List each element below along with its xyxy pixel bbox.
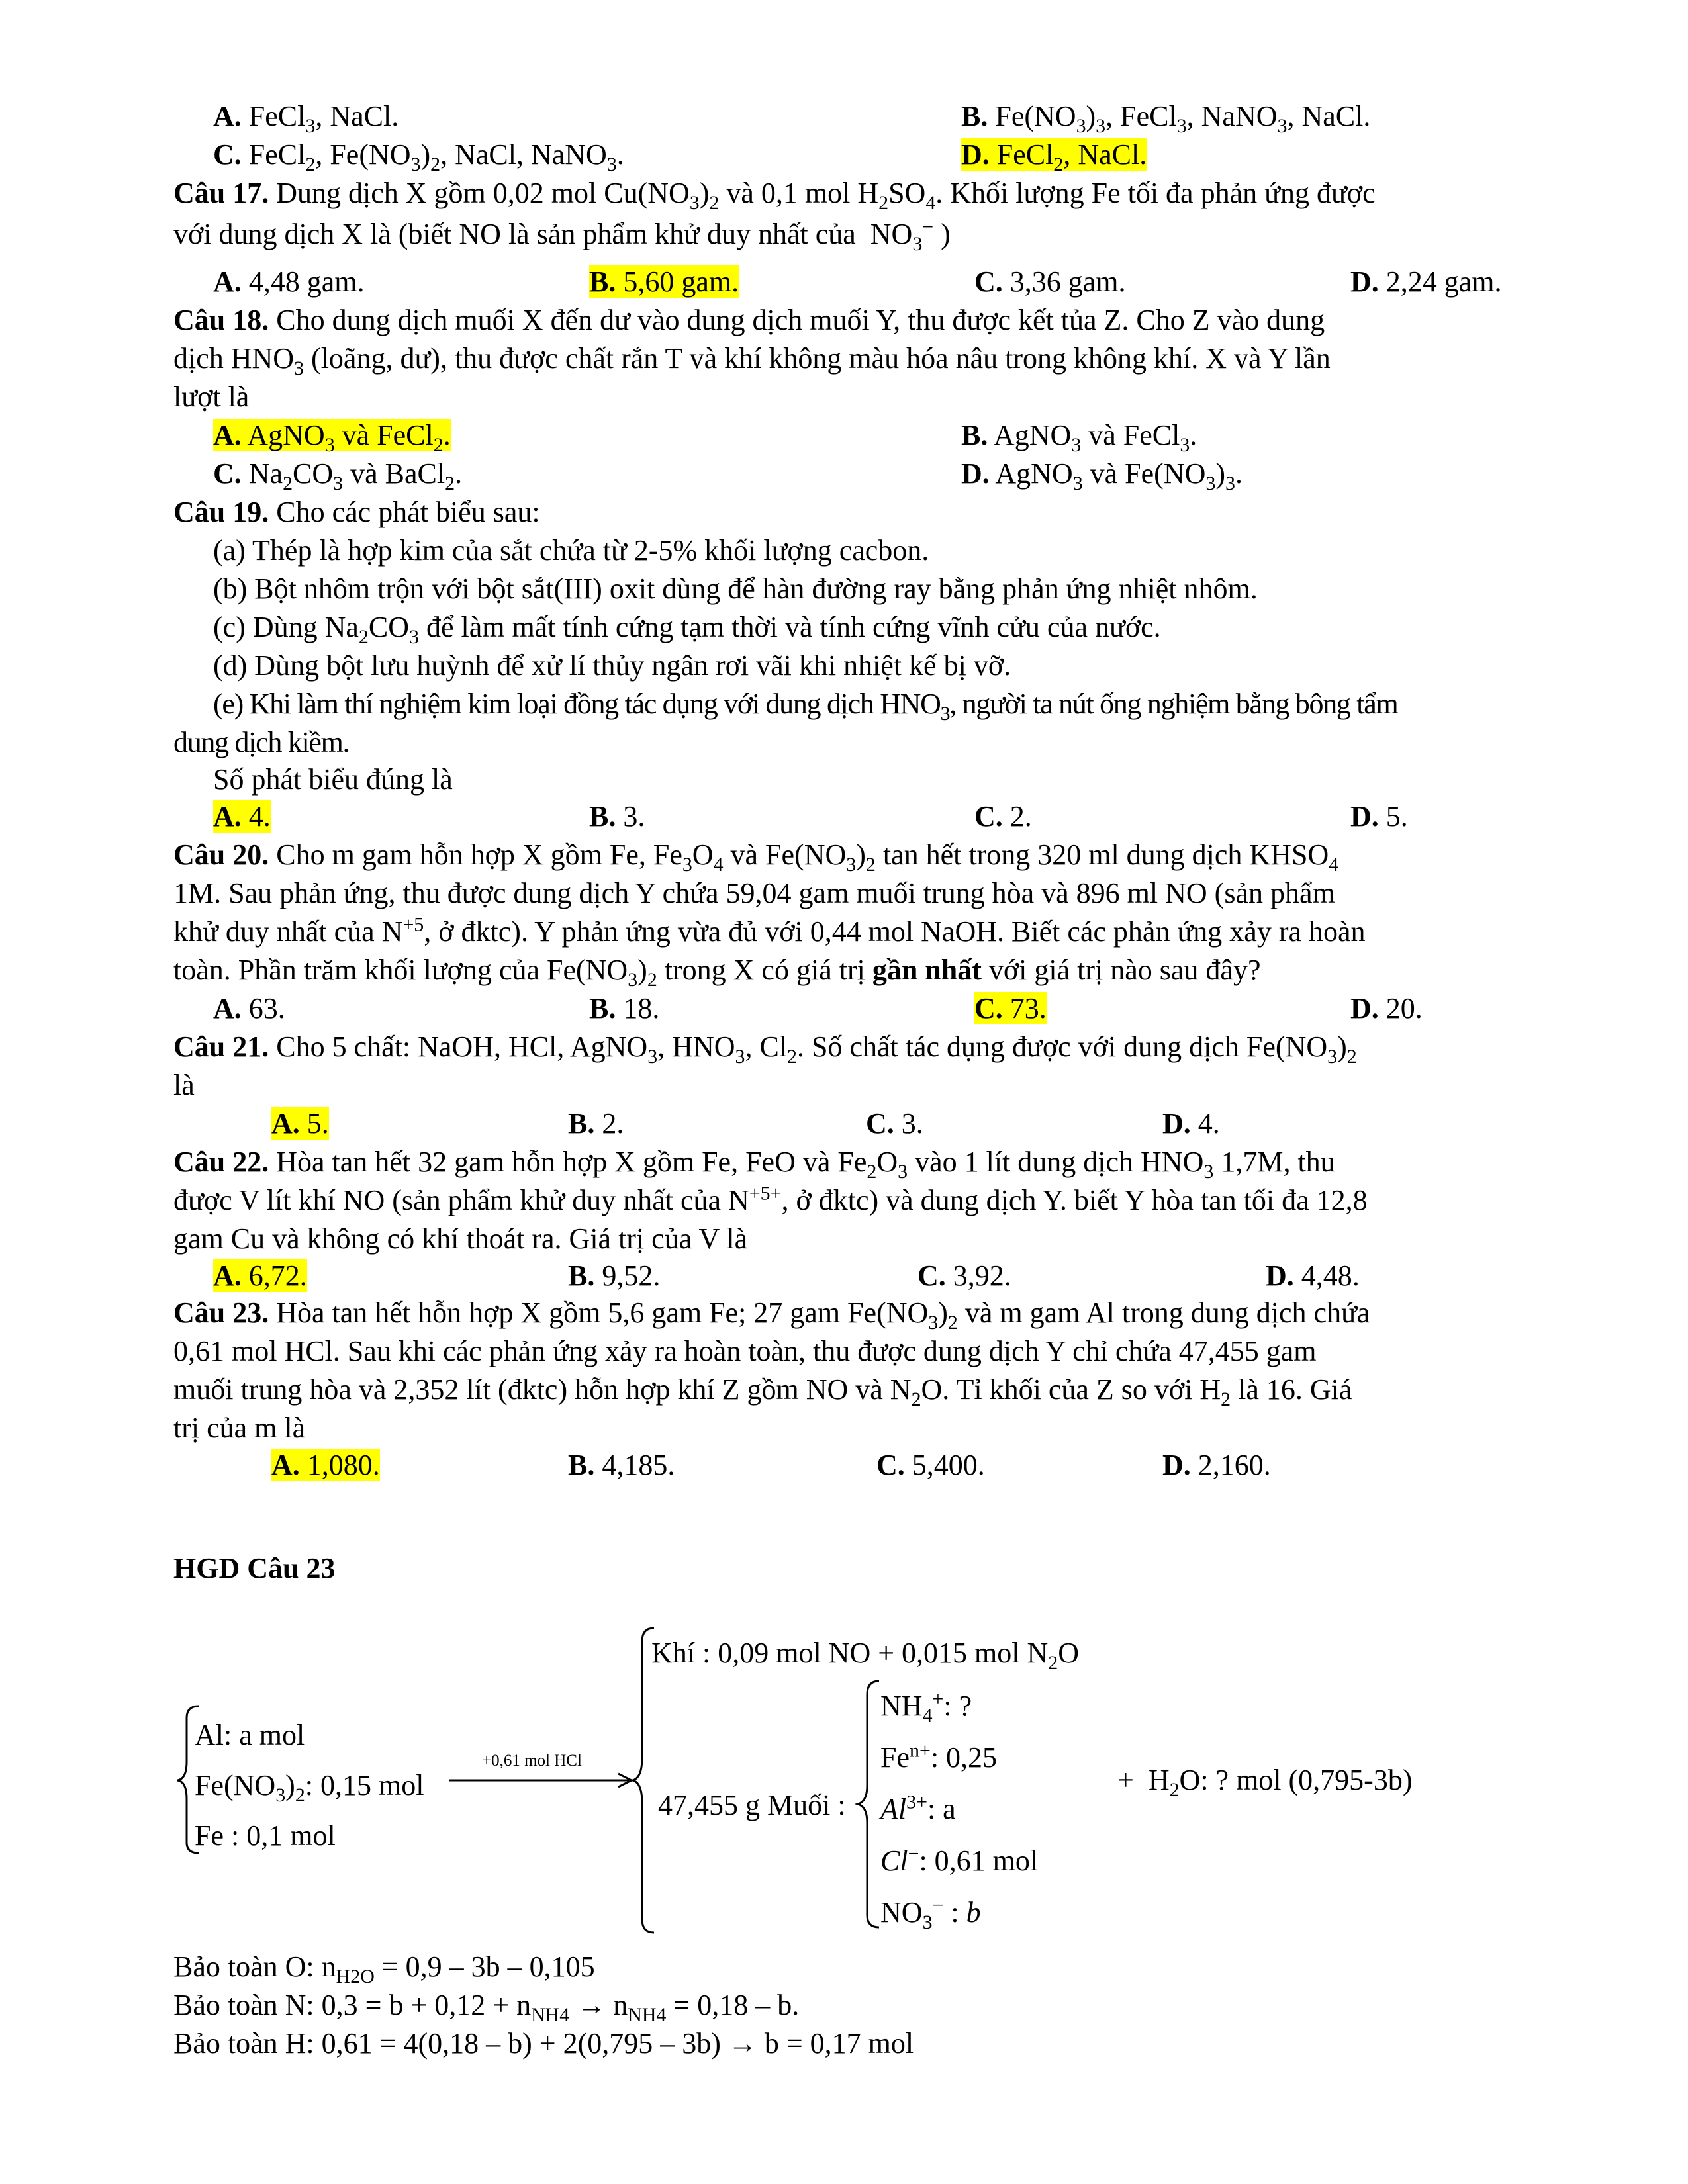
q19-option-a-correct: A. 4.: [213, 800, 271, 833]
q17-option-d: D. 2,24 gam.: [1350, 265, 1502, 298]
q22-option-a-correct: A. 6,72.: [213, 1259, 307, 1292]
ion-fe: $Fe^{n+}$: 0,25: [880, 1739, 998, 1774]
q19-stem: Câu 19. Cho các phát biểu sau:: [173, 496, 540, 528]
salt-label: 47,455 g Muối :: [658, 1789, 846, 1821]
q23-stem-line2: 0,61 mol HCl. Sau khi các phản ứng xảy ra hoàn toàn, thu được dung dịch Y chỉ chứa 47,455 gam: [173, 1335, 1317, 1367]
q19-statement-e-cont: dung dịch kiềm.: [173, 726, 350, 758]
q19-statement-b: (b) Bột nhôm trộn với bột sắt(III) oxit dùng để hàn đường ray bằng phản ứng nhiệt nhôm.: [213, 572, 1258, 605]
q17-option-c: C. 3,36 gam.: [974, 265, 1126, 298]
q21-option-b: B. 2.: [568, 1107, 624, 1140]
q16-option-c: C. FeCl$_2$, $Fe(NO_3)_2$, NaCl, NaNO$_3$.: [213, 138, 624, 175]
q19-statement-d: (d) Dùng bột lưu huỳnh để xử lí thủy ngân rơi vãi khi nhiệt kế bị vỡ.: [213, 649, 1011, 682]
ion-nh4: $NH_4^+$: ?: [880, 1688, 972, 1727]
q18-option-d: D. AgNO$_3$ và $Fe(NO_3)_3$.: [961, 457, 1243, 494]
q17-stem-line1: Câu 17. Dung dịch X gồm 0,02 mol $Cu(NO_3)_2$ và 0,1 mol $H_2SO_4$. Khối lượng Fe tối đa phản ứng được: [173, 177, 1376, 214]
q19-statement-e: (e) Khi làm thí nghiệm kim loại đồng tác dụng với dung dịch $HNO_3$, người ta nút ống nghiệm bằng bông tẩm: [213, 688, 1398, 725]
q19-question: Số phát biểu đúng là: [213, 763, 453, 796]
q18-option-a-correct: A. AgNO$_3$ và FeCl$_2$.: [213, 419, 451, 456]
q20-option-c-correct: C. 73.: [974, 992, 1047, 1024]
q22-option-d: D. 4,48.: [1266, 1259, 1360, 1292]
q20-stem-line2: 1M. Sau phản ứng, thu được dung dịch Y chứa 59,04 gam muối trung hòa và 896 ml NO (sản phẩm: [173, 877, 1335, 909]
q21-option-a-correct: A. 5.: [271, 1107, 329, 1140]
q16-option-b: B. $Fe(NO_3)_3$, FeCl$_3$, NaNO$_3$, NaCl.: [961, 100, 1371, 137]
q21-stem-line2: là: [173, 1069, 195, 1101]
water-product: + $H_2O$: ? mol (0,795-3b): [1117, 1764, 1413, 1801]
q23-stem-line3: muối trung hòa và 2,352 lít (đktc) hỗn hợp khí Z gồm NO và $N_2O$. Tỉ khối của Z so với $H_2$ là 16. Giá: [173, 1373, 1352, 1410]
q16-option-d-correct: D. FeCl$_2$, NaCl.: [961, 138, 1147, 175]
q20-stem-line1: Câu 20. Cho m gam hỗn hợp X gồm Fe, $Fe_3O_4$ và $Fe(NO_3)_2$ tan hết trong 320 ml dung dịch $KHSO_4$: [173, 839, 1339, 876]
q18-stem-line3: lượt là: [173, 381, 250, 413]
q20-stem-line3: khử duy nhất của $N^{+5}$, ở đktc). Y phản ứng vừa đủ với 0,44 mol NaOH. Biết các phản ứng xảy ra hoàn: [173, 913, 1366, 948]
ion-brace: [858, 1681, 879, 1927]
q19-statement-c: (c) Dùng $Na_2CO_3$ để làm mất tính cứng tạm thời và tính cứng vĩnh cửu của nước.: [213, 611, 1161, 648]
q16-option-a: A. FeCl$_3$, NaCl.: [213, 100, 399, 137]
reactant-al: Al: a mol: [195, 1719, 305, 1751]
arrow-label: +0,61 mol HCl: [482, 1752, 582, 1770]
q23-stem-line4: trị của m là: [173, 1412, 306, 1444]
step-oxygen-balance: Bảo toàn O: $n_{H2O} = 0,9 - 3b - 0,105$: [173, 1950, 595, 1987]
q21-option-c: C. 3.: [866, 1107, 923, 1140]
q22-stem-line2: được V lít khí NO (sản phẩm khử duy nhất của $N^{+5+}$, ở đktc) và dung dịch Y. biết Y hòa tan tối đa 12,8: [173, 1182, 1368, 1216]
reactant-fe: Fe : 0,1 mol: [195, 1819, 336, 1852]
gas-products: Khí : 0,09 mol NO + 0,015 mol $N_2O$: [651, 1637, 1079, 1674]
q22-stem-line1: Câu 22. Hòa tan hết 32 gam hỗn hợp X gồm Fe, FeO và $Fe_2O_3$ vào 1 lít dung dịch $HNO_3$ 1,7M, thu: [173, 1146, 1335, 1183]
q18-option-b: B. AgNO$_3$ và FeCl$_3$.: [961, 419, 1197, 456]
q17-option-b-correct: B. 5,60 gam.: [589, 265, 739, 298]
q23-option-a-correct: A. 1,080.: [271, 1449, 380, 1481]
q20-option-a: A. 63.: [213, 992, 285, 1024]
q19-option-d: D. 5.: [1350, 800, 1408, 833]
q18-option-c: C. $Na_2CO_3$ và BaCl$_2$.: [213, 457, 463, 494]
solution-heading: HGD Câu 23: [173, 1552, 336, 1584]
q20-stem-line4: toàn. Phần trăm khối lượng của $Fe(NO_3)_2$ trong X có giá trị gần nhất với giá trị nào sau đây?: [173, 954, 1261, 991]
step-nitrogen-balance: Bảo toàn N: $0,3 = b + 0,12 + n_{NH4} \to n_{NH4} = 0,18 - b$.: [173, 1989, 800, 2026]
q22-option-c: C. 3,92.: [917, 1259, 1011, 1292]
q23-option-b: B. 4,185.: [568, 1449, 675, 1481]
q20-option-b: B. 18.: [589, 992, 660, 1024]
q19-statement-a: (a) Thép là hợp kim của sắt chứa từ 2-5% khối lượng cacbon.: [213, 534, 929, 567]
q23-option-c: C. 5,400.: [876, 1449, 985, 1481]
q17-option-a: A. 4,48 gam.: [213, 265, 365, 298]
q21-option-d: D. 4.: [1162, 1107, 1220, 1140]
q22-stem-line3: gam Cu và không có khí thoát ra. Giá trị của V là: [173, 1222, 748, 1255]
ion-no3: $NO_3^-$ : b: [880, 1894, 981, 1933]
q18-stem-line1: Câu 18. Cho dung dịch muối X đến dư vào dung dịch muối Y, thu được kết tủa Z. Cho Z vào dung: [173, 304, 1325, 336]
q19-option-b: B. 3.: [589, 800, 645, 833]
ion-cl: Cl−: 0,61 mol: [880, 1843, 1039, 1877]
q17-stem-line2: với dung dịch X là (biết NO là sản phẩm khử duy nhất của $NO_3^-$ ): [173, 216, 951, 255]
step-hydrogen-balance: Bảo toàn H: 0,61 = 4(0,18 – b) + 2(0,795 – 3b) → b = 0,17 mol: [173, 2027, 914, 2060]
ion-al: $Al^{3+}$: a: [880, 1791, 956, 1825]
q22-option-b: B. 9,52.: [568, 1259, 661, 1292]
q23-option-d: D. 2,160.: [1162, 1449, 1271, 1481]
q21-stem-line1: Câu 21. Cho 5 chất: NaOH, HCl, AgNO$_3$, $HNO_3$, $Cl_2$. Số chất tác dụng được với dung dịch $Fe(NO_3)_2$: [173, 1030, 1357, 1068]
q23-stem-line1: Câu 23. Hòa tan hết hỗn hợp X gồm 5,6 gam Fe; 27 gam $Fe(NO_3)_2$ và m gam Al trong dung dịch chứa: [173, 1297, 1370, 1334]
reactant-fe-nitrate: $Fe(NO_3)_2$: 0,15 mol: [195, 1769, 424, 1806]
product-brace: [633, 1628, 654, 1933]
q18-stem-line2: dịch $HNO_3$ (loãng, dư), thu được chất rắn T và khí không màu hóa nâu trong không khí. X và Y lần: [173, 342, 1331, 379]
q19-option-c: C. 2.: [974, 800, 1032, 833]
q20-option-d: D. 20.: [1350, 992, 1423, 1024]
